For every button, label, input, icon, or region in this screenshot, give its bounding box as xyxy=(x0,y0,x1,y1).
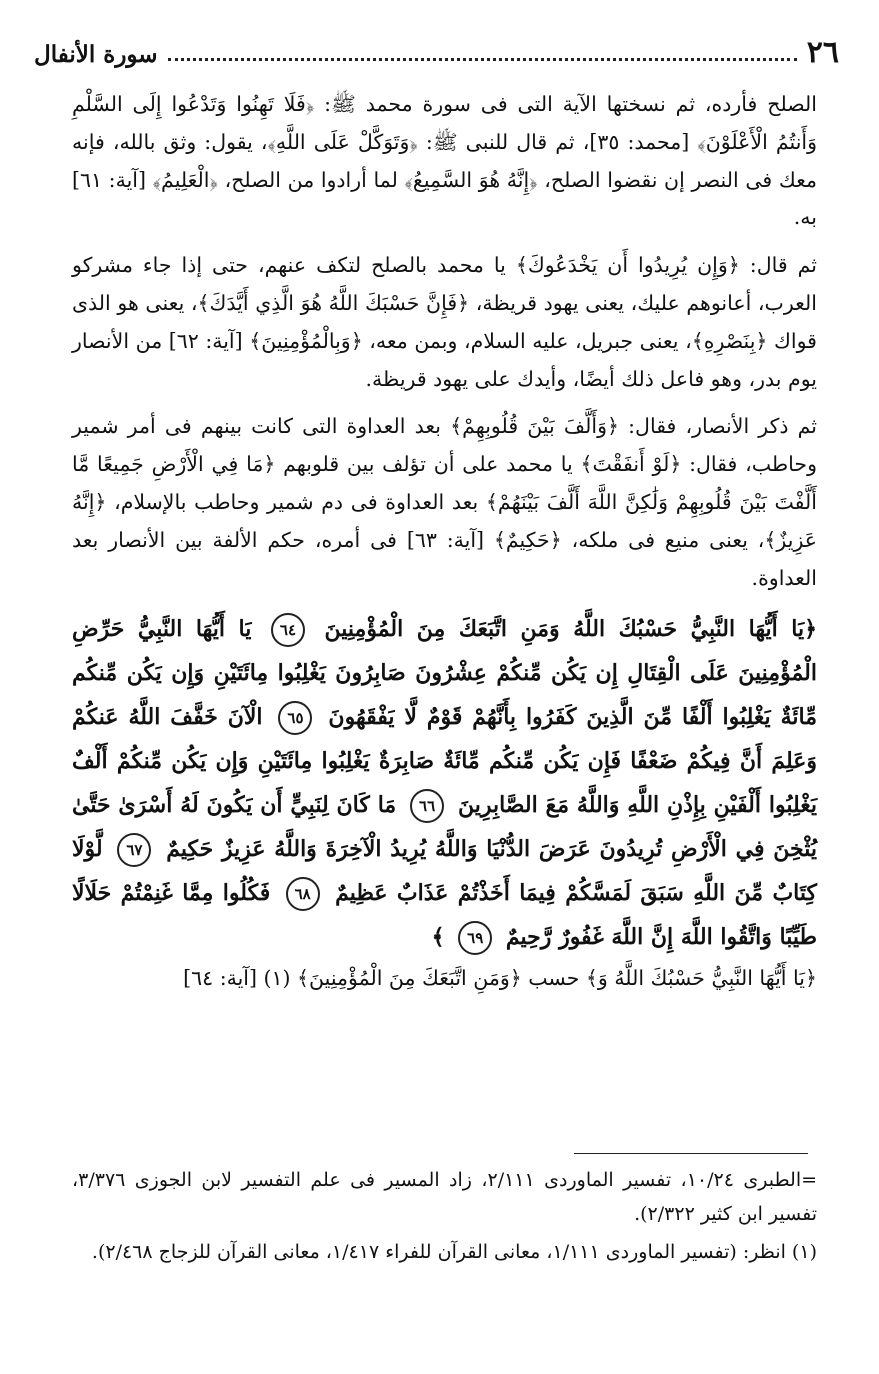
page-number: ٢٦ xyxy=(806,35,839,70)
verse-number-marker: ٦٥ xyxy=(278,701,312,735)
verse-number-marker: ٦٦ xyxy=(410,789,444,823)
footnote-separator xyxy=(574,1153,808,1154)
verse-68: لَّوْلَا كِتَابٌ مِّنَ اللَّهِ سَبَقَ لَمَسَّكُمْ فِيمَا أَخَذْتُمْ عَذَابٌ عَظِيمٌ xyxy=(72,836,817,907)
verse-66: الْآنَ خَفَّفَ اللَّهُ عَنكُمْ وَعَلِمَ أَنَّ فِيكُمْ ضَعْفًا فَإِن يَكُن مِّنكُم مِّائَةٌ صَابِرَةٌ يَغْلِبُوا مِائَتَيْنِ وَإِن يَكُن مِّنكُمْ أَلْفٌ يَغْلِبُوا أَلْفَيْنِ بِإِذْنِ اللَّهِ وَاللَّهُ مَعَ الصَّابِرِينَ xyxy=(72,704,817,819)
closing-line: ﴿يَا أَيُّهَا النَّبِيُّ حَسْبُكَ اللَّهُ وَ﴾ حسب ﴿وَمَنِ اتَّبَعَكَ مِنَ الْمُؤْمِنِينَ﴾ (١) [آية: ٦٤] xyxy=(183,966,817,991)
verse-number-marker: ٦٩ xyxy=(458,921,492,955)
footnotes xyxy=(72,1163,817,1273)
verse-number-marker: ٦٧ xyxy=(117,833,151,867)
verse-close-bracket: ﴾ xyxy=(431,924,445,951)
commentary-body xyxy=(72,86,817,1007)
paragraph: ثم قال: ﴿وَإِن يُرِيدُوا أَن يَخْدَعُوكَ﴾ يا محمد بالصلح لتكف عنهم، حتى إذا جاء مشركو العرب، أعانوهم عليك، يعنى يهود قريظة، ﴿فَإِنَّ حَسْبَكَ اللَّهُ هُوَ الَّذِي أَيَّدَكَ﴾، يعنى هو الذى قواك ﴿بِنَصْرِهِ﴾، يعنى جبريل، عليه السلام، وبمن معه، ﴿وَبِالْمُؤْمِنِينَ﴾ [آية: ٦٢] من الأنصار يوم بدر، وهو فاعل ذلك أيضًا، وأيدك على يهود قريظة. xyxy=(72,253,817,391)
verse-65: يَا أَيُّهَا النَّبِيُّ حَرِّضِ الْمُؤْمِنِينَ عَلَى الْقِتَالِ إِن يَكُن مِّنكُمْ عِشْرُونَ صَابِرُونَ يَغْلِبُوا مِائَتَيْنِ وَإِن يَكُن مِّنكُم مِّائَةٌ يَغْلِبُوا أَلْفًا مِّنَ الَّذِينَ كَفَرُوا بِأَنَّهُمْ قَوْمٌ لَّا يَفْقَهُونَ xyxy=(72,616,817,731)
footnote: =الطبرى ١٠/٢٤، تفسير الماوردى ٢/١١١، زاد المسير فى علم التفسير لابن الجوزى ٣/٣٧٦، تفسير ابن كثير ٢/٣٢٢). xyxy=(72,1169,818,1225)
verse-number-marker: ٦٤ xyxy=(271,613,305,647)
surah-title: سورة الأنفال xyxy=(34,41,158,68)
footnote: (١) انظر: (تفسير الماوردى ١/١١١، معانى القرآن للفراء ١/٤١٧، معانى القرآن للزجاج ٢/٤٦٨). xyxy=(91,1241,817,1263)
paragraph: الصلح فأرده، ثم نسختها الآية التى فى سورة محمد ﷺ: ﴿فَلَا تَهِنُوا وَتَدْعُوا إِلَى السَّلْمِ وَأَنتُمُ الْأَعْلَوْنَ﴾ [محمد: ٣٥]، ثم قال للنبى ﷺ: ﴿وَتَوَكَّلْ عَلَى اللَّهِ﴾، يقول: وثق بالله، فإنه معك فى النصر إن نقضوا الصلح، ﴿إِنَّهُ هُوَ السَّمِيعُ﴾ لما أرادوا من الصلح، ﴿الْعَلِيمُ﴾ [آية: ٦١] به. xyxy=(72,92,818,230)
header-dotted-leader xyxy=(168,58,797,61)
verse-67: مَا كَانَ لِنَبِيٍّ أَن يَكُونَ لَهُ أَسْرَىٰ حَتَّىٰ يُثْخِنَ فِي الْأَرْضِ تُرِيدُونَ عَرَضَ الدُّنْيَا وَاللَّهُ يُرِيدُ الْآخِرَةَ وَاللَّهُ عَزِيزٌ حَكِيمٌ xyxy=(72,792,817,863)
quran-verses-block xyxy=(72,607,817,959)
paragraph: ثم ذكر الأنصار، فقال: ﴿وَأَلَّفَ بَيْنَ قُلُوبِهِمْ﴾ بعد العداوة التى كانت بينهم فى أمر شمير وحاطب، فقال: ﴿لَوْ أَنفَقْتَ﴾ يا محمد على أن تؤلف بين قلوبهم ﴿مَا فِي الْأَرْضِ جَمِيعًا مَّا أَلَّفْتَ بَيْنَ قُلُوبِهِمْ وَلَٰكِنَّ اللَّهَ أَلَّفَ بَيْنَهُمْ﴾ بعد العداوة فى دم شمير وحاطب بالإسلام، ﴿إِنَّهُ عَزِيزٌ﴾، يعنى منيع فى ملكه، ﴿حَكِيمٌ﴾ [آية: ٦٣] فى أمره، حكم الألفة بين الأنصار بعد العداوة. xyxy=(72,414,817,590)
verse-number-marker: ٦٨ xyxy=(286,877,320,911)
verse-64: ﴿يَا أَيُّهَا النَّبِيُّ حَسْبُكَ اللَّهُ وَمَنِ اتَّبَعَكَ مِنَ الْمُؤْمِنِينَ xyxy=(324,616,817,643)
page-header xyxy=(34,34,839,68)
verse-69: فَكُلُوا مِمَّا غَنِمْتُمْ حَلَالًا طَيِّبًا وَاتَّقُوا اللَّهَ إِنَّ اللَّهَ غَفُورٌ رَّحِيمٌ xyxy=(72,880,817,951)
